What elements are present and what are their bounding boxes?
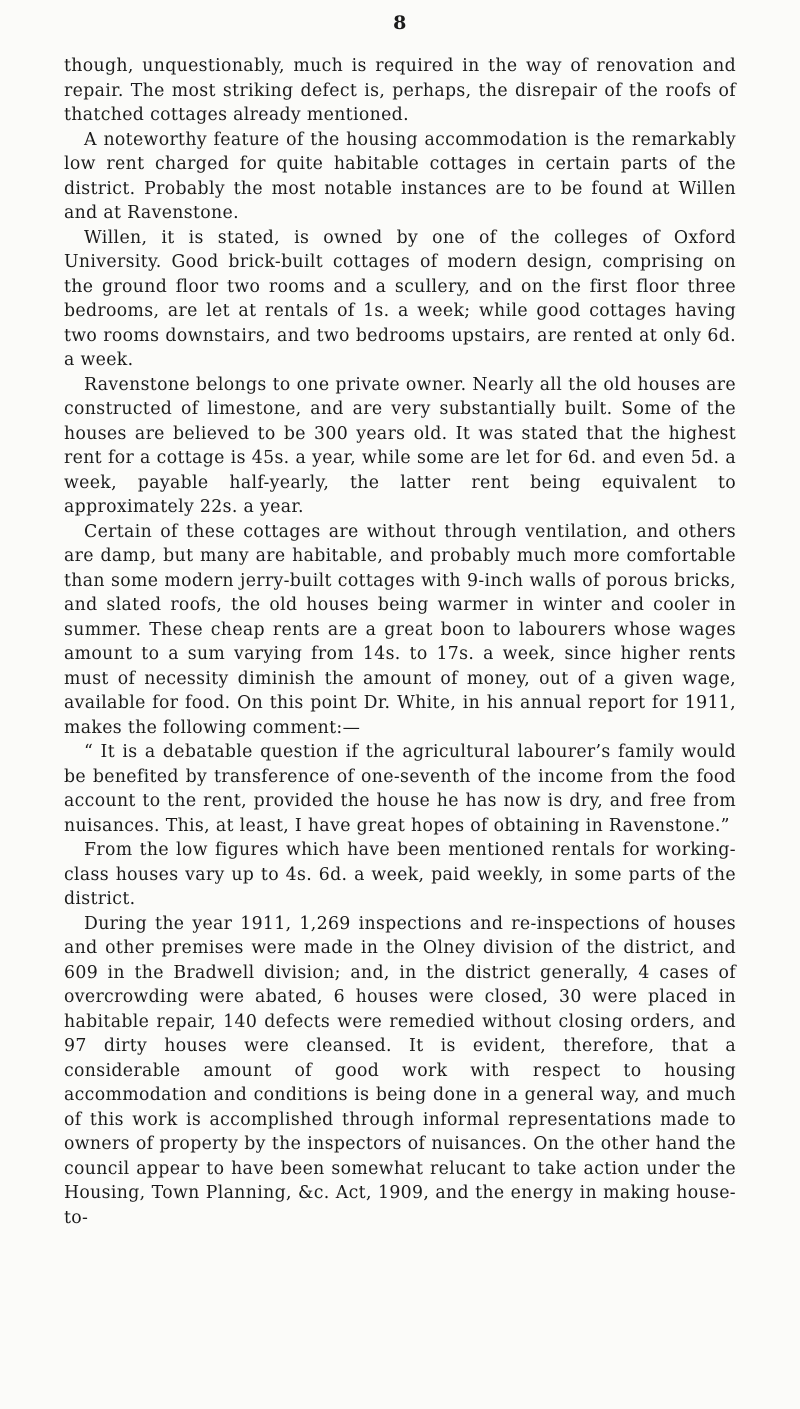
body-text xyxy=(64,54,736,1230)
paragraph-quotation: “ It is a debatable question if the agricultural labourer’s family would be benefited by transference of one-seventh of the income from the food account to the rent, provided the house he has now is dry, and free from nuisances. This, at least, I have great hopes of obtaining in Ravenstone.” xyxy=(64,742,736,836)
paragraph-rent-intro: A noteworthy feature of the housing accommodation is the remarkably low rent charged for quite habitable cottages in certain parts of the district. Probably the most notable instances are to be found at Willen and at Ravenstone. xyxy=(64,129,736,223)
page-number: 8 xyxy=(393,12,407,34)
paragraph-inspections: During the year 1911, 1,269 inspections and re-inspections of houses and other premises were made in the Olney division of the district, and 609 in the Bradwell division; and, in the district generally, 4 cases of overcrowding were abated, 6 houses were closed, 30 were placed in habitable repair, 140 defects were remedied without closing orders, and 97 dirty houses were cleansed. It is evident, therefore, that a considerable amount of good work with respect to housing accommodation and conditions is being done in a general way, and much of this work is accomplished through informal representations made to owners of property by the inspectors of nuisances. On the other hand the council appear to have been somewhat relucant to take action under the Housing, Town Planning, &c. Act, 1909, and the energy in making house-to- xyxy=(64,913,736,1228)
paragraph-willen: Willen, it is stated, is owned by one of the colleges of Oxford University. Good brick-built cottages of modern design, comprising on the ground floor two rooms and a scullery, and on the first floor three bedrooms, are let at rentals of 1s. a week; while good cottages having two rooms downstairs, and two bedrooms upstairs, are rented at only 6d. a week. xyxy=(64,227,736,370)
paragraph-rentals: From the low figures which have been mentioned rentals for working-class houses vary up to 4s. 6d. a week, paid weekly, in some parts of the district. xyxy=(64,840,736,909)
paragraph-ravenstone: Ravenstone belongs to one private owner. Nearly all the old houses are constructed of limestone, and are very substantially built. Some of the houses are believed to be 300 years old. It was stated that the highest rent for a cottage is 45s. a year, while some are let for 6d. and even 5d. a week, payable half-yearly, the latter rent being equivalent to approximately 22s. a year. xyxy=(64,374,736,517)
paragraph-cottage-conditions: Certain of these cottages are without through ventilation, and others are damp, but many are habitable, and probably much more comfortable than some modern jerry-built cottages with 9-inch walls of porous bricks, and slated roofs, the old houses being warmer in winter and cooler in summer. These cheap rents are a great boon to labourers whose wages amount to a sum varying from 14s. to 17s. a week, since higher rents must of necessity diminish the amount of money, out of a given wage, available for food. On this point Dr. White, in his annual report for 1911, makes the following comment:— xyxy=(64,521,736,738)
paragraph-continuation: though, unquestionably, much is required in the way of renovation and repair. The most striking defect is, perhaps, the disrepair of the roofs of thatched cottages already mentioned. xyxy=(64,56,736,125)
